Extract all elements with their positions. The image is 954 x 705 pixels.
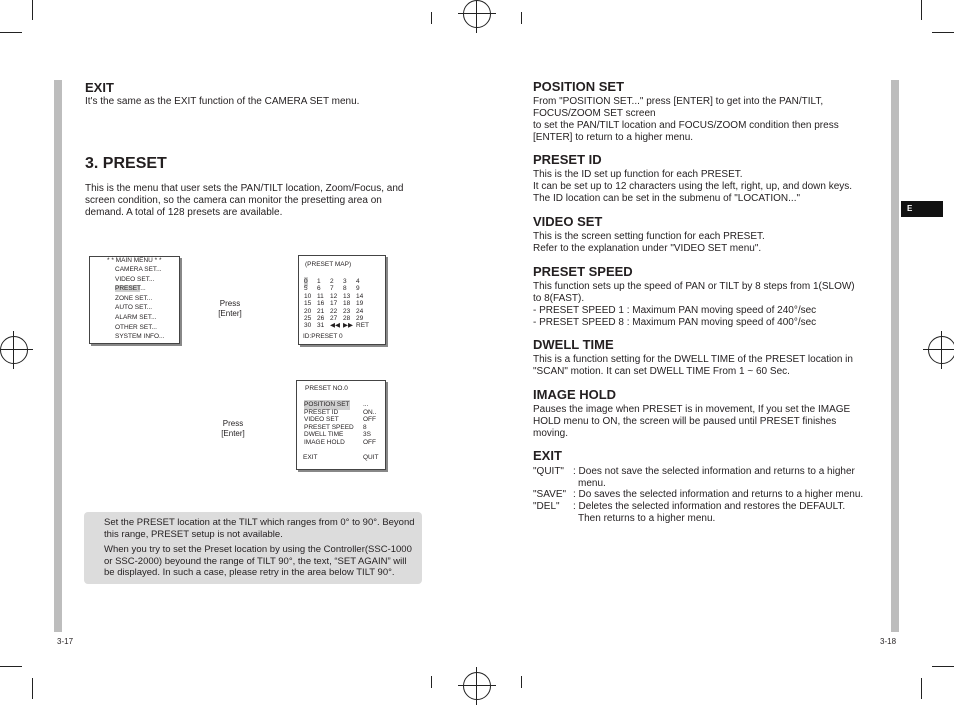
preset-map-cell: 9 [356, 285, 360, 293]
preset-map-cell: ▶▶ [343, 322, 353, 330]
preset-map-cell: 6 [317, 285, 321, 293]
press-enter-label: Press [Enter] [221, 419, 245, 438]
preset-map-cell: 18 [343, 300, 351, 308]
section-heading: PRESET SPEED [533, 264, 633, 279]
registration-mark [463, 0, 491, 28]
menu-item-zone-set: ZONE SET... [115, 294, 153, 302]
preset-menu-exit: EXIT [303, 454, 318, 461]
preset-map-cell: 27 [330, 315, 338, 322]
exit-option-key: "DEL" [533, 501, 560, 512]
preset-map-cell: 15 [304, 300, 312, 308]
exit-text: It's the same as the EXIT function of the CAMERA SET menu. [85, 96, 360, 107]
exit-option-text: : Do saves the selected information and returns to a higher menu. [573, 489, 864, 500]
preset-menu-item: IMAGE HOLD [304, 439, 345, 446]
preset-map-cell: 29 [356, 315, 364, 322]
exit-option-key: "SAVE" [533, 489, 567, 500]
section-heading: IMAGE HOLD [533, 387, 617, 402]
preset-map-cell: 16 [317, 300, 325, 308]
section-heading: VIDEO SET [533, 214, 603, 229]
exit-option-text: : Deletes the selected information and restores the DEFAULT. [573, 501, 846, 512]
crop-mark [0, 32, 22, 33]
section-heading: DWELL TIME [533, 337, 614, 352]
registration-mark [928, 336, 954, 364]
preset-map-cell: 8 [343, 285, 347, 293]
page-number-right: 3-18 [880, 637, 897, 646]
preset-menu-value: OFF [363, 416, 376, 424]
crop-mark [0, 666, 22, 667]
page-number-left: 3-17 [57, 637, 74, 646]
preset-map-cell: 5 [304, 285, 308, 293]
section-line: - PRESET SPEED 8 : Maximum PAN moving speed of 400°/sec [533, 317, 817, 328]
preset-map-cell: 14 [356, 292, 364, 300]
preset-map-cell: 17 [330, 300, 338, 308]
section-line: This is the screen setting function for each PRESET. [533, 231, 765, 242]
preset-map-cell: 20 [304, 307, 312, 315]
left-gutter-bar [54, 80, 62, 632]
preset-map-cell: 25 [304, 315, 312, 322]
preset-menu-quit: QUIT [363, 454, 379, 461]
registration-mark [0, 336, 28, 364]
section-line: to set the PAN/TILT location and FOCUS/ZOOM condition then press [533, 120, 839, 131]
menu-item-system-info: SYSTEM INFO... [115, 333, 165, 341]
preset-map-cell: 19 [356, 300, 364, 308]
preset-menu-item: DWELL TIME [304, 431, 344, 439]
exit-option-continuation: menu. [578, 478, 606, 489]
language-tab: E [901, 201, 943, 217]
preset-menu-value: OFF [363, 439, 376, 446]
note-box [84, 512, 422, 584]
preset-map-cell: 31 [317, 322, 325, 330]
preset-map-cell: 0 [304, 278, 308, 285]
preset-map-cell: 23 [343, 307, 351, 315]
crop-mark [431, 676, 432, 688]
preset-map-cell: 3 [343, 278, 347, 285]
preset-map-cell: 7 [330, 285, 334, 293]
section-line: Pauses the image when PRESET is in movement, If you set the IMAGE [533, 404, 851, 415]
crop-mark [921, 678, 922, 699]
section-line: From "POSITION SET..." press [ENTER] to get into the PAN/TILT, [533, 96, 824, 107]
menu-item-camera-set: CAMERA SET... [115, 266, 162, 273]
main-menu-title: * * MAIN MENU * * [107, 257, 162, 264]
preset-map-cell: 22 [330, 307, 338, 315]
menu-item-alarm-set: ALARM SET... [115, 313, 157, 321]
exit-option-text: : Does not save the selected information and returns to a higher [573, 466, 855, 477]
exit-option-key: "QUIT" [533, 466, 564, 477]
section-line: moving. [533, 428, 569, 439]
note-paragraph: Set the PRESET location at the TILT which ranges from 0° to 90°. Beyond this range, PRESET setup is not available. [104, 517, 415, 540]
preset-map-cell: 26 [317, 315, 325, 322]
section-line: - PRESET SPEED 1 : Maximum PAN moving speed of 240°/sec [533, 305, 817, 316]
section-line: The ID location can be set in the submenu of "LOCATION..." [533, 193, 801, 204]
crop-mark [32, 0, 33, 20]
preset-map-cell: 11 [317, 292, 324, 300]
menu-item-video-set: VIDEO SET... [115, 275, 155, 283]
section-line: HOLD menu to ON, the screen will be paused until PRESET finishes [533, 416, 837, 427]
preset-menu-item: POSITION SET [304, 401, 350, 408]
section-line: [ENTER] to return to a higher menu. [533, 132, 694, 143]
registration-mark [463, 672, 491, 700]
preset-menu-value: 3S [363, 431, 371, 439]
preset-map-cell: RET [356, 322, 369, 330]
preset-map-cell: 12 [330, 292, 338, 300]
section-line: to 8(FAST). [533, 293, 585, 304]
section-line: This is the ID set up function for each PRESET. [533, 169, 743, 180]
preset-menu-item: PRESET SPEED [304, 423, 354, 431]
menu-item-other-set: OTHER SET... [115, 323, 157, 331]
crop-mark [521, 676, 522, 688]
preset-menu-item: PRESET ID [304, 408, 339, 416]
menu-item-preset: PRESET... [115, 285, 146, 293]
preset-map-cell: 30 [304, 322, 312, 330]
preset-map-title: (PRESET MAP) [305, 261, 352, 268]
preset-intro: This is the menu that user sets the PAN/TILT location, Zoom/Focus, and screen condition, so the camera can monitor the presetting area on demand. A total of 128 presets are available. [85, 183, 404, 218]
section-line: "SCAN" motion. It can set DWELL TIME From 1 ~ 60 Sec. [533, 366, 790, 377]
section-line: This is a function setting for the DWELL TIME of the PRESET location in [533, 354, 853, 365]
crop-mark [921, 0, 922, 20]
preset-map-footer: ID:PRESET 0 [303, 333, 343, 340]
section-line: Refer to the explanation under "VIDEO SET menu". [533, 243, 762, 254]
section-line: FOCUS/ZOOM SET screen [533, 108, 656, 119]
preset-heading: 3. PRESET [85, 155, 167, 172]
right-gutter-bar [891, 80, 899, 632]
preset-menu-item: VIDEO SET [304, 416, 339, 424]
preset-map-cell: 28 [343, 315, 351, 322]
preset-map-cell: 4 [356, 278, 360, 285]
preset-menu-screen [296, 380, 386, 470]
preset-map-screen [298, 255, 386, 345]
exit-option-continuation: Then returns to a higher menu. [578, 513, 716, 524]
crop-mark [521, 12, 522, 24]
note-paragraph: When you try to set the Preset location by using the Controller(SSC-1000 or SSC-2000) beyound the range of TILT 90°, the text, “SET AGAIN” will be displayed. In such a case, please retry in the area below TILT 90°. [104, 544, 412, 578]
crop-mark [32, 678, 33, 699]
preset-map-cell: ◀◀ [330, 322, 340, 330]
preset-menu-value: ... [363, 401, 369, 408]
main-menu-screen [89, 256, 180, 344]
menu-item-auto-set: AUTO SET... [115, 304, 153, 312]
section-line: It can be set up to 12 characters using the left, right, up, and down keys. [533, 181, 853, 192]
crop-mark [431, 12, 432, 24]
preset-map-cell: 13 [343, 292, 351, 300]
preset-menu-title: PRESET NO.0 [305, 385, 348, 392]
preset-map-cell: 21 [317, 307, 325, 315]
preset-map-cell: 1 [317, 278, 321, 285]
crop-mark [932, 666, 954, 667]
preset-map-cell: 10 [304, 292, 312, 300]
preset-menu-value: 8 [363, 423, 367, 431]
preset-map-cell: 2 [330, 278, 334, 285]
crop-mark [932, 32, 954, 33]
section-heading: PRESET ID [533, 152, 602, 167]
exit-heading-right: EXIT [533, 448, 562, 463]
press-enter-label: Press [Enter] [218, 299, 242, 318]
section-heading: POSITION SET [533, 79, 625, 94]
preset-menu-value: ON.. [363, 408, 377, 416]
exit-heading: EXIT [85, 80, 114, 95]
preset-map-cell: 24 [356, 307, 364, 315]
section-line: This function sets up the speed of PAN or TILT by 8 steps from 1(SLOW) [533, 281, 855, 292]
